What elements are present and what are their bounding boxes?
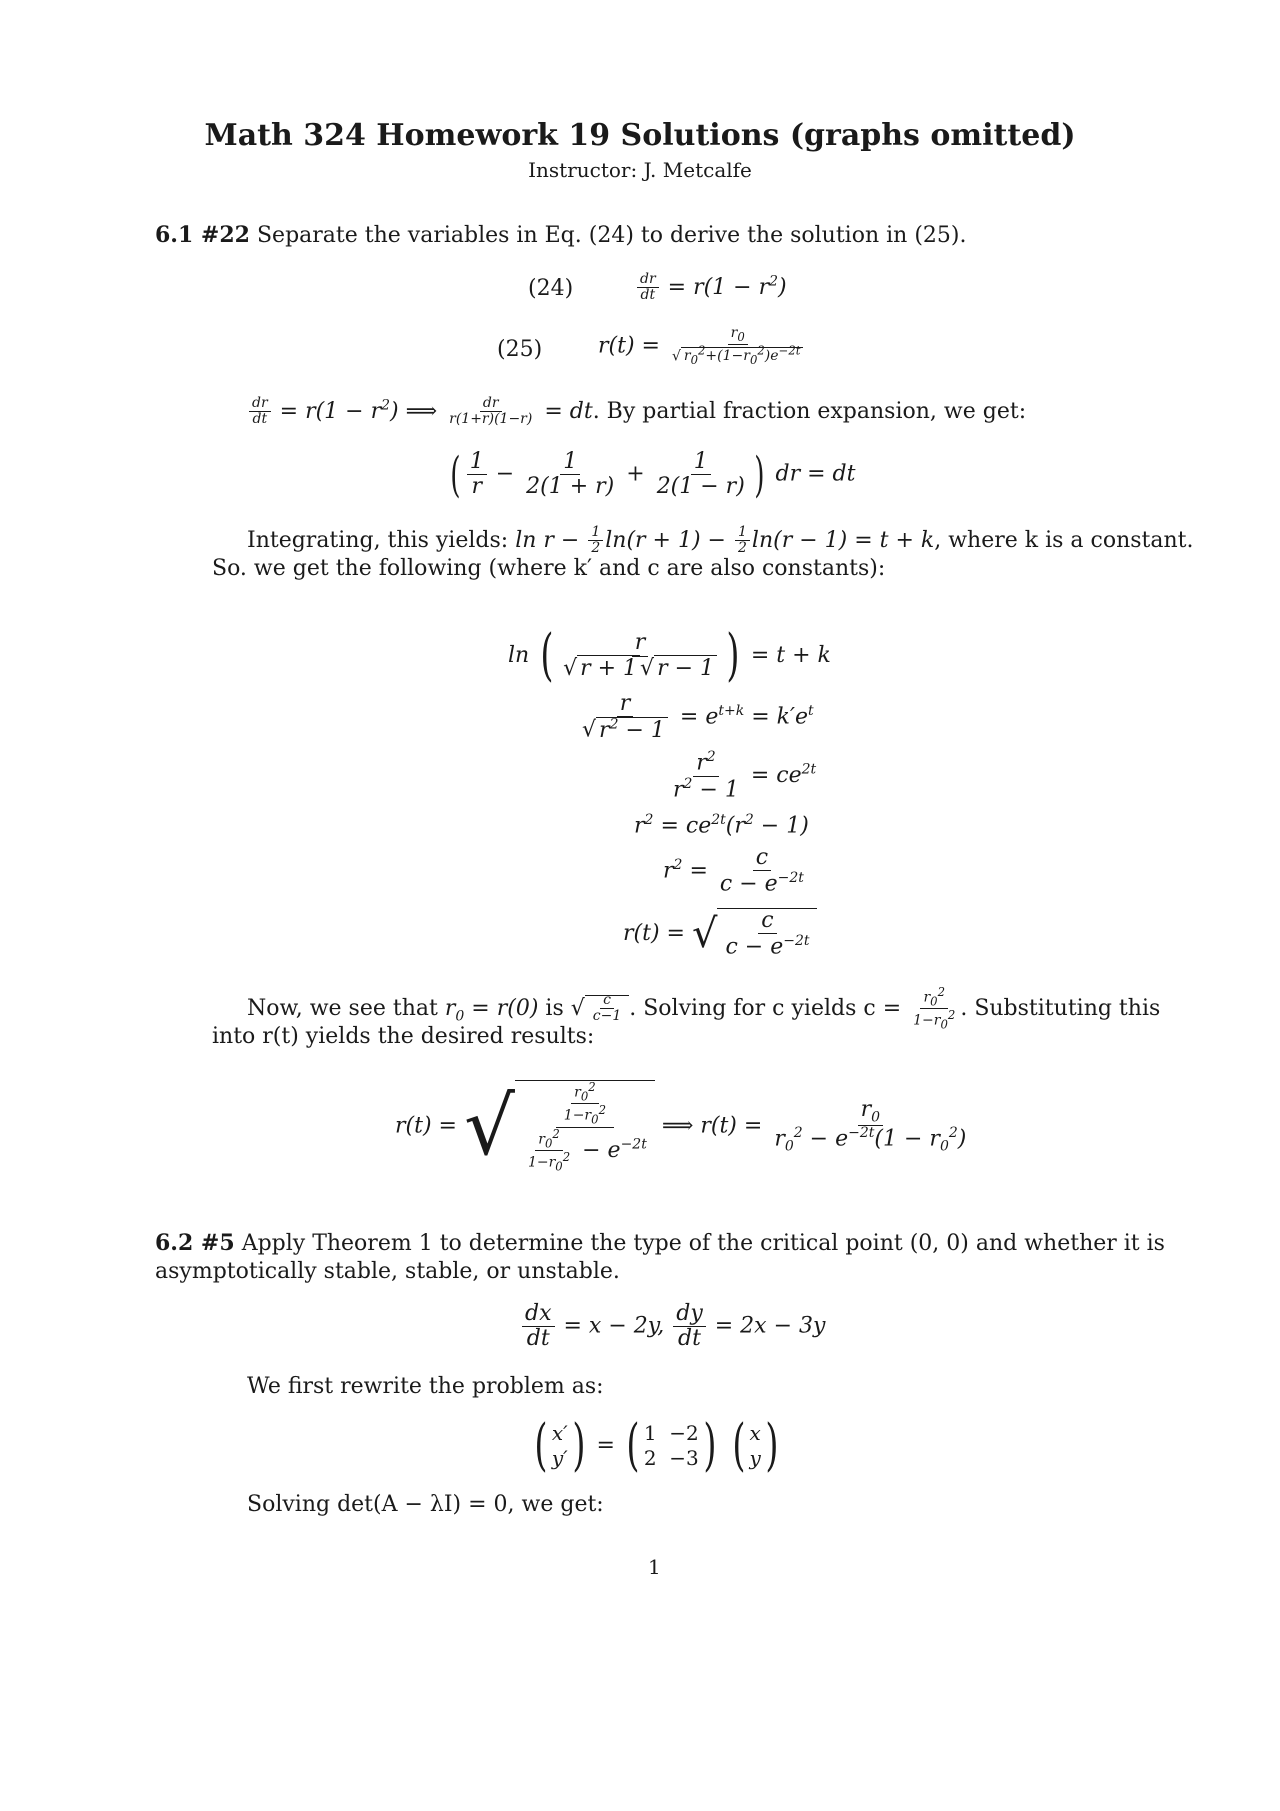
matrix-eq: ( x′ y′ ) = ( 1 −2 2 −3 ) ( x y ) [534,1413,779,1478]
problem-1-statement [155,222,966,248]
derivation-step-3: $\frac{r^2}{r^2 - 1}$ = $ce^{2t}$ [673,749,817,802]
so-line: So. we get the following (where k′ and c are also constants): [212,556,886,581]
page-number: 1 [648,1555,661,1579]
derivation-step-4: $r^2 = ce^{2t}(r^2 - 1)$ [634,812,809,839]
derivation-step-5: $r^2$ = $\frac{c}{c - e^{-2t}}$ [663,845,804,897]
derivation-step-6: r(t) = √ $\frac{c}{c - e^{-2t}}$ [623,908,817,960]
integrating-line: Integrating, this yields: ln r − $\frac{1}{2}$ ln(r + 1) − $\frac{1}{2}$ ln(r − 1) = t + k, where k is a constant. [247,524,1194,557]
derivation-step-2: $\frac{r}{√ r^2 - 1}$ = $e^{t+k} = k'e^t$ [582,691,814,743]
rewrite-line: We first rewrite the problem as: [247,1374,604,1399]
eq25-label: (25) [497,337,543,362]
final-result: r(t) = √ $\frac{r_0^2}{1-r_0^2}$ $\frac{r_0^2}{1-r_0^2}$ − $e^{-2t}$ ⟹ r(t) = $\frac{r_0}{r_0^2 - e^{-2t}(1 - r_0^2)}$ [395,1080,967,1174]
eq24: $\frac{dr}{dt}$ = $r(1 - r^2)$ [635,272,787,304]
problem-2-label: 6.2 #5 [155,1230,235,1256]
separation-line: $\frac{dr}{dt}$ = $r(1 - r^2)$ ⟹ $\frac{dr}{r(1+r)(1-r)}$ = dt. By partial fraction expansion, we get: [247,396,1026,428]
partial-fraction-eq: ( $\frac{1}{r}$ − $\frac{1}{2(1 + r)}$ + $\frac{1}{2(1 - r)}$ ) dr = dt [450,446,856,503]
eq25: r(t) = $\frac{r_0}{√ r_0^2+(1-r_0^2)e^{-2t}}$ [598,326,808,367]
instructor-line: Instructor: J. Metcalfe [528,158,752,182]
problem-2-statement: 6.2 #5 Apply Theorem 1 to determine the type of the critical point (0, 0) and whether it is [155,1230,1165,1256]
problem-1-label: 6.1 #22 [155,222,250,248]
problem-1-text: Separate the variables in Eq. (24) to derive the solution in (25). [256,223,967,248]
page-title: Math 324 Homework 19 Solutions (graphs omitted) [204,118,1076,153]
problem-2-statement-line-2: asymptotically stable, stable, or unstable. [155,1259,620,1284]
system-eq: $\frac{dx}{dt}$ = x − 2y, $\frac{dy}{dt}$ = 2x − 3y [520,1302,825,1351]
eq24-label: (24) [528,276,574,301]
solving-det-line: Solving det(A − λI) = 0, we get: [247,1492,604,1517]
derivation-step-1: ln ( $\frac{r}{√ r + 1 √ r - 1}$ ) = t + k [508,623,831,688]
into-line: into r(t) yields the desired results: [212,1024,595,1049]
now-line: Now, we see that $r_0 = r(0)$ is √ $\frac{c}{c-1}$ . Solving for c yields c = $\frac{r_0^2}{1-r_0^2}$ . Substituting this [247,985,1161,1032]
